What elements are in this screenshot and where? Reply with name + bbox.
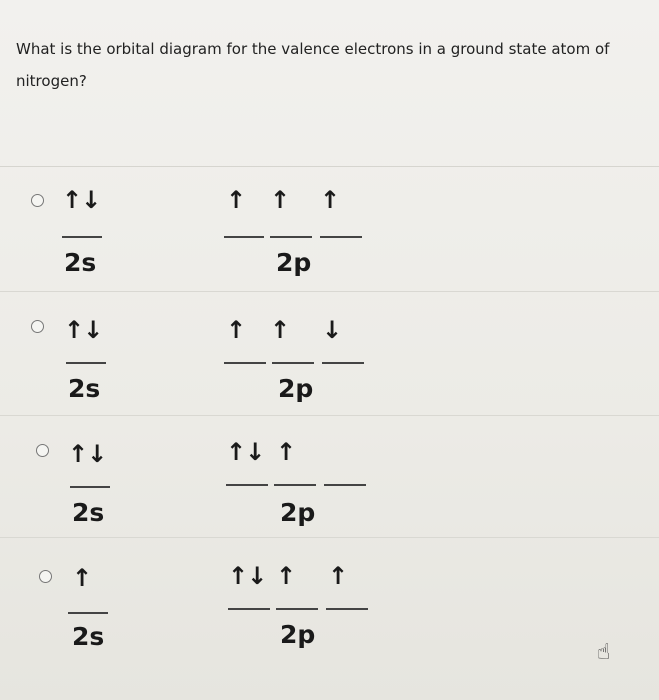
orbital-2p-z-line-c bbox=[324, 484, 366, 486]
orbital-2p-z-line-d bbox=[326, 608, 368, 610]
orbital-2s-line-d bbox=[68, 612, 108, 614]
orbital-2p-z-electrons-d: ↑ bbox=[328, 562, 348, 590]
orbital-2p-x-line-d bbox=[228, 608, 270, 610]
orbital-2p-z-electrons-a: ↑ bbox=[320, 186, 340, 214]
radio-button-a[interactable] bbox=[31, 194, 44, 207]
orbital-2p-x-electrons-c: ↑↓ bbox=[226, 438, 265, 466]
orbital-2s-line-a bbox=[62, 236, 102, 238]
orbital-2p-z-line-a bbox=[320, 236, 362, 238]
orbital-2p-x-line-a bbox=[224, 236, 264, 238]
orbital-2p-x-electrons-d: ↑↓ bbox=[228, 562, 267, 590]
orbital-2p-label-d: 2p bbox=[280, 620, 316, 649]
orbital-2p-y-line-b bbox=[272, 362, 314, 364]
answer-option-a[interactable] bbox=[0, 172, 659, 292]
orbital-2s-electrons-c: ↑↓ bbox=[68, 440, 107, 468]
question-line-1: What is the orbital diagram for the valence electrons in a ground state atom of bbox=[16, 40, 610, 58]
orbital-2s-label-d: 2s bbox=[72, 622, 105, 651]
orbital-2p-y-line-a bbox=[270, 236, 312, 238]
orbital-2s-label-b: 2s bbox=[68, 374, 101, 403]
orbital-2p-label-b: 2p bbox=[278, 374, 314, 403]
orbital-2p-y-line-c bbox=[274, 484, 316, 486]
orbital-2p-y-electrons-a: ↑ bbox=[270, 186, 290, 214]
orbital-2s-electrons-d: ↑ bbox=[72, 564, 92, 592]
orbital-2s-electrons-a: ↑↓ bbox=[62, 186, 101, 214]
orbital-2s-label-c: 2s bbox=[72, 498, 105, 527]
question-divider bbox=[0, 166, 659, 167]
hand-pointer-icon: ☝ bbox=[597, 640, 611, 665]
orbital-2p-z-electrons-b: ↓ bbox=[322, 316, 342, 344]
radio-button-d[interactable] bbox=[39, 570, 52, 583]
option-divider-c bbox=[0, 537, 659, 538]
orbital-2p-x-line-b bbox=[224, 362, 266, 364]
orbital-2s-electrons-b: ↑↓ bbox=[64, 316, 103, 344]
orbital-2p-x-line-c bbox=[226, 484, 268, 486]
orbital-2p-y-electrons-d: ↑ bbox=[276, 562, 296, 590]
orbital-2p-label-a: 2p bbox=[276, 248, 312, 277]
orbital-2p-label-c: 2p bbox=[280, 498, 316, 527]
orbital-2p-y-line-d bbox=[276, 608, 318, 610]
orbital-2s-line-c bbox=[70, 486, 110, 488]
orbital-2p-y-electrons-c: ↑ bbox=[276, 438, 296, 466]
answer-option-b[interactable] bbox=[0, 296, 659, 416]
answer-option-c[interactable] bbox=[0, 418, 659, 538]
orbital-2p-x-electrons-a: ↑ bbox=[226, 186, 246, 214]
orbital-2p-x-electrons-b: ↑ bbox=[226, 316, 246, 344]
orbital-2s-label-a: 2s bbox=[64, 248, 97, 277]
radio-button-c[interactable] bbox=[36, 444, 49, 457]
answer-option-d[interactable] bbox=[0, 540, 659, 660]
radio-button-b[interactable] bbox=[31, 320, 44, 333]
option-divider-b bbox=[0, 415, 659, 416]
orbital-2p-y-electrons-b: ↑ bbox=[270, 316, 290, 344]
question-line-2: nitrogen? bbox=[16, 72, 87, 90]
orbital-2s-line-b bbox=[66, 362, 106, 364]
option-divider-a bbox=[0, 291, 659, 292]
question-text bbox=[16, 33, 636, 97]
orbital-2p-z-line-b bbox=[322, 362, 364, 364]
